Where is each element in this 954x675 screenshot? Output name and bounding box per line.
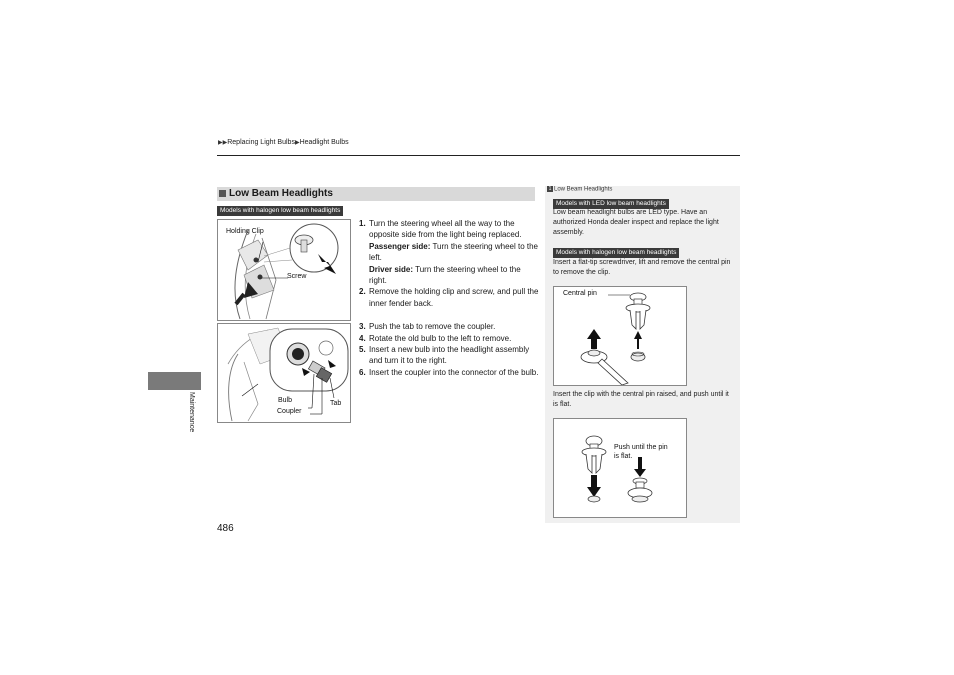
- step-5: [359, 344, 539, 367]
- push-label: Push until the pin is flat.: [614, 444, 668, 460]
- screw-label: Screw: [287, 273, 307, 280]
- clip-removal-illustration: [554, 287, 686, 385]
- step-number: 6.: [359, 367, 366, 377]
- step-4: [359, 333, 539, 344]
- model-badge: Models with halogen low beam headlights: [217, 206, 343, 216]
- breadcrumb: [218, 139, 349, 146]
- central-pin-label: Central pin: [563, 290, 597, 297]
- insert-text: Insert the clip with the central pin raised, and push until it is flat.: [553, 391, 729, 408]
- step-1: [359, 218, 539, 241]
- section-heading: [217, 187, 535, 201]
- figure-bulb-coupler: [217, 323, 351, 423]
- chapter-tab: [148, 372, 201, 390]
- section-title: Low Beam Headlights: [229, 188, 333, 199]
- step-text: Insert a new bulb into the headlight assembly and turn it to the right.: [369, 345, 530, 366]
- procedure-steps: [359, 218, 539, 378]
- step-number: 4.: [359, 333, 366, 343]
- step-text: Rotate the old bulb to the left to remove.: [369, 333, 512, 343]
- clip-insert-illustration: [554, 419, 686, 517]
- arrow-icon: ▶: [294, 140, 300, 146]
- fender-illustration: [218, 220, 350, 320]
- bulb-label: Bulb: [278, 397, 293, 404]
- step-1-passenger: [359, 241, 539, 264]
- driver-side-text: Turn the steering wheel to the right.: [369, 264, 521, 286]
- figure-central-pin: [553, 286, 687, 386]
- breadcrumb-link-2[interactable]: Headlight Bulbs: [299, 139, 349, 146]
- arrow-icon: ▶▶: [218, 140, 228, 146]
- step-number: 3.: [359, 322, 366, 332]
- step-2: [359, 286, 539, 309]
- passenger-side-text: Turn the steering wheel to the left.: [369, 241, 538, 263]
- halogen-text: Insert a flat-tip screwdriver, lift and remove the central pin to remove the clip.: [553, 259, 731, 276]
- header-rule: [217, 155, 740, 156]
- passenger-side-label: Passenger side:: [369, 241, 431, 251]
- step-number: 1.: [359, 219, 366, 228]
- holding-clip-label: Holding Clip: [226, 228, 264, 235]
- chapter-label: Maintenance: [188, 392, 195, 433]
- note-icon: 1: [548, 186, 552, 192]
- notes-title: [547, 186, 612, 193]
- step-number: 2.: [359, 287, 366, 297]
- tab-label: Tab: [330, 400, 342, 407]
- step-1-driver: [359, 264, 539, 287]
- notes-title-text: Low Beam Headlights: [554, 186, 613, 193]
- step-text: Push the tab to remove the coupler.: [369, 322, 496, 332]
- figure-push-clip: [553, 418, 687, 518]
- led-badge: Models with LED low beam headlights: [553, 199, 669, 209]
- page-number: 486: [217, 523, 234, 534]
- step-3: [359, 321, 539, 332]
- step-6: [359, 367, 539, 378]
- step-text: Turn the steering wheel all the way to the opposite side from the light being replaced.: [369, 219, 522, 240]
- step-text: Insert the coupler into the connector of the bulb.: [369, 367, 539, 377]
- step-text: Remove the holding clip and screw, and pull the inner fender back.: [369, 287, 539, 308]
- square-icon: [219, 190, 226, 197]
- halogen-badge: Models with halogen low beam headlights: [553, 248, 679, 258]
- led-text: Low beam headlight bulbs are LED type. Have an authorized Honda dealer inspect and replace the light assembly.: [553, 209, 719, 236]
- figure-holding-clip: [217, 219, 351, 321]
- breadcrumb-link-1[interactable]: Replacing Light Bulbs: [227, 139, 295, 146]
- coupler-label: Coupler: [277, 408, 302, 415]
- step-number: 5.: [359, 345, 366, 355]
- driver-side-label: Driver side:: [369, 264, 414, 274]
